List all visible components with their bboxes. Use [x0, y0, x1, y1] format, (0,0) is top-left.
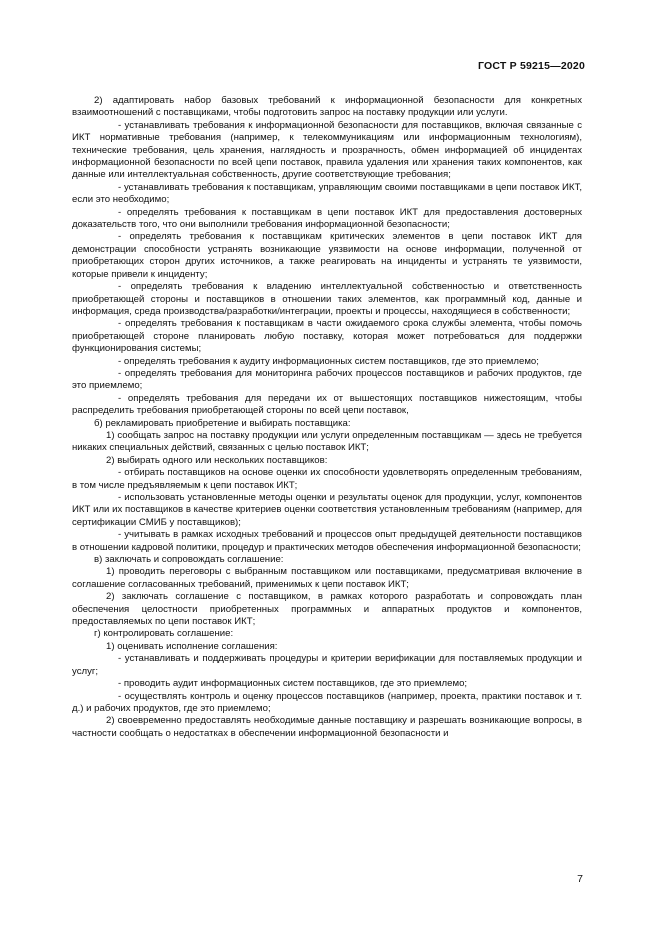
paragraph: г) контролировать соглашение: — [94, 628, 234, 640]
paragraph: - определять требования для передачи их от вышестоящих поставщиков нижестоящим, чтобы распределить требования приобретающей стороны по всей цепи поставок, — [72, 392, 582, 417]
paragraph: в) заключать и сопровождать соглашение: — [94, 554, 284, 566]
paragraph: - использовать установленные методы оценки и результаты оценок для продукции, услуг, компонентов ИКТ или их поставщиков в качестве критериев оценки соответствия установленным требованиям (например, для сертификации СМИБ у поставщиков); — [72, 492, 582, 528]
paragraph: - устанавливать требования к информационной безопасности для поставщиков, включая связанные с ИКТ нормативные требования (например, к телекоммуникациям или информационным технологиям), технические требования, цель хранения, наглядность и прозрачность, обмен информацией об инцидентах информационной безопасности по всей цепи поставок, правила удаления или хранения таких компонентов, как данные или интеллектуальная собственность, другие соответствующие требования; — [72, 119, 582, 181]
page-number: 7 — [577, 873, 583, 885]
paragraph: - определять требования к владению интеллектуальной собственностью и ответственность приобретающей стороны и поставщиков в отношении таких элементов, как программный код, данные и информация, среда производства/разработки/интеграции, проекты и процессы, находящиеся в собственности; — [72, 281, 582, 317]
paragraph: - определять требования к аудиту информационных систем поставщиков, где это приемлемо; — [118, 355, 539, 367]
paragraph: - определять требования для мониторинга рабочих процессов поставщиков и рабочих продуктов, где это приемлемо; — [72, 367, 582, 392]
paragraph: - определять требования к поставщикам в цепи поставок ИКТ для предоставления достоверных доказательств того, что они выполнили требования информационной безопасности; — [72, 206, 582, 231]
paragraph: 2) выбирать одного или нескольких поставщиков: — [106, 454, 328, 466]
paragraph: 1) оценивать исполнение соглашения: — [106, 640, 278, 652]
paragraph: - определять требования к поставщикам в части ожидаемого срока службы элемента, чтобы помочь приобретающей стороне планировать любую поставку, которая может потребоваться для поддержки функционирования системы; — [72, 318, 582, 355]
paragraph: - определять требования к поставщикам критических элементов в цепи поставок ИКТ для демонстрации способности устранять возникающие уязвимости на основе информации, полученной от приобретающих сторон других источников, а также реагировать на инциденты и устранять те уязвимости, которые привели к инциденту; — [72, 231, 582, 280]
standard-header: ГОСТ Р 59215—2020 — [477, 60, 585, 72]
paragraph: 1) проводить переговоры с выбранным поставщиком или поставщиками, предусматривая включение в соглашение согласованных требований, применимых к цепи поставок ИКТ; — [72, 566, 582, 590]
paragraph: 1) сообщать запрос на поставку продукции или услуги определенным поставщикам — здесь не требуется никаких специальных действий, связанных с целью поставок ИКТ; — [72, 429, 582, 454]
paragraph: 2) своевременно предоставлять необходимые данные поставщику и разрешать возникающие вопросы, в частности сообщать о недостатках в обеспечении информационной безопасности и — [72, 715, 582, 739]
document-body — [72, 95, 582, 740]
paragraph: - устанавливать и поддерживать процедуры и критерии верификации для поставляемых продукции и услуг; — [72, 653, 582, 677]
paragraph: - учитывать в рамках исходных требований и процессов опыт предыдущей деятельности поставщиков в отношении кадровой политики, процедур и практических методов обеспечения информационной безопасности; — [72, 529, 582, 553]
paragraph: - отбирать поставщиков на основе оценки их способности удовлетворять определенным требованиям, в том числе предъявляемым к цепи поставок ИКТ; — [72, 467, 582, 491]
paragraph: - устанавливать требования к поставщикам, управляющим своими поставщиками в цепи поставок ИКТ, если это необходимо; — [72, 181, 582, 206]
paragraph: б) рекламировать приобретение и выбирать поставщика: — [94, 417, 351, 429]
paragraph: 2) заключать соглашение с поставщиком, в рамках которого разработать и сопровождать план обеспечения целостности приобретенных программных и аппаратных продуктов и компонентов, предоставляемых по цепи поставок ИКТ; — [72, 591, 582, 628]
paragraph: - осуществлять контроль и оценку процессов поставщиков (например, проекта, практики поставок и т. д.) и рабочих продуктов, где это приемлемо; — [72, 690, 582, 714]
paragraph: 2) адаптировать набор базовых требований к информационной безопасности для конкретных взаимоотношений с поставщиками, чтобы подготовить запрос на поставку продукции или услуги. — [72, 95, 582, 119]
paragraph: - проводить аудит информационных систем поставщиков, где это приемлемо; — [118, 678, 468, 690]
